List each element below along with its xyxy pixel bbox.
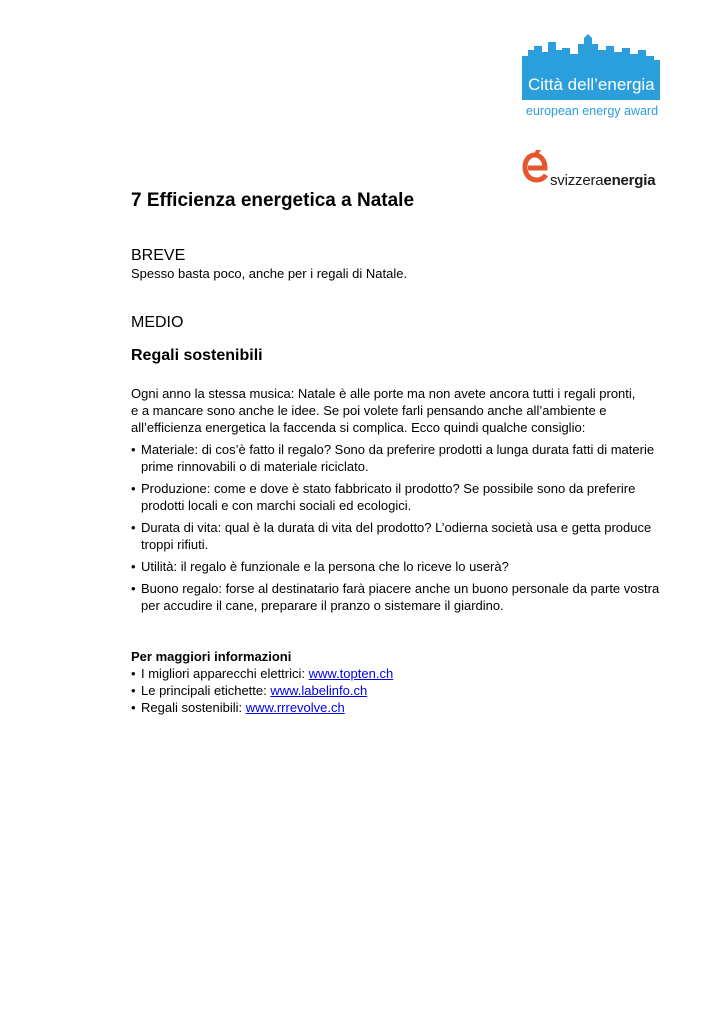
links-list bbox=[131, 665, 393, 716]
intro-paragraph bbox=[131, 385, 671, 436]
breve-label: BREVE bbox=[131, 247, 186, 264]
intro-line: e a mancare sono anche le idee. Se poi volete farli pensando anche all’ambiente e bbox=[131, 403, 607, 418]
list-item bbox=[131, 665, 393, 682]
list-item: • Materiale: di cos’è fatto il regalo? Sono da preferire prodotti a lunga durata fatti di materie prime rinnovabili o di materiale riciclato. bbox=[131, 441, 676, 475]
wordmark-light: svizzera bbox=[550, 172, 604, 189]
document-title: 7 Efficienza energetica a Natale bbox=[131, 190, 415, 211]
intro-line: all’efficienza energetica la faccenda si complica. Ecco quindi qualche consiglio: bbox=[131, 420, 586, 435]
link-label: Le principali etichette: bbox=[141, 683, 271, 698]
section-subtitle: Regali sostenibili bbox=[131, 347, 263, 364]
list-item: • Buono regalo: forse al destinatario farà piacere anche un buono personale da parte vostra per accudire il cane, preparare il pranzo o sistemare il giardino. bbox=[131, 580, 676, 614]
svizzera-energia-wordmark bbox=[550, 172, 655, 189]
intro-line: Ogni anno la stessa musica: Natale è alle porte ma non avete ancora tutti i regali pronti, bbox=[131, 386, 636, 401]
link-label: Regali sostenibili: bbox=[141, 700, 246, 715]
list-item: • Utilità: il regalo è funzionale e la persona che lo riceve lo userà? bbox=[131, 558, 676, 575]
energia-e-icon bbox=[522, 150, 552, 184]
medio-label: MEDIO bbox=[131, 314, 184, 331]
citta-energia-logo bbox=[522, 34, 664, 126]
rrrevolve-link[interactable]: www.rrrevolve.ch bbox=[245, 700, 345, 715]
svizzera-energia-logo bbox=[522, 150, 667, 192]
tips-list bbox=[131, 441, 676, 619]
breve-text: Spesso basta poco, anche per i regali di Natale. bbox=[131, 266, 408, 281]
list-item bbox=[131, 699, 393, 716]
link-label: I migliori apparecchi elettrici: bbox=[141, 666, 309, 681]
list-item bbox=[131, 682, 393, 699]
topten-link[interactable]: www.topten.ch bbox=[308, 666, 394, 681]
labelinfo-link[interactable]: www.labelinfo.ch bbox=[270, 683, 368, 698]
list-item: • Durata di vita: qual è la durata di vita del prodotto? L’odierna società usa e getta produce troppi rifiuti. bbox=[131, 519, 676, 553]
more-info-title: Per maggiori informazioni bbox=[131, 649, 292, 664]
list-item: • Produzione: come e dove è stato fabbricato il prodotto? Se possibile sono da preferire prodotti locali e con marchi sociali ed ecologici. bbox=[131, 480, 676, 514]
citta-logo-subtitle: european energy award bbox=[526, 104, 659, 118]
citta-logo-title: Città dell’energia bbox=[522, 70, 660, 100]
skyline-icon bbox=[522, 34, 664, 74]
wordmark-bold: energia bbox=[603, 172, 656, 189]
